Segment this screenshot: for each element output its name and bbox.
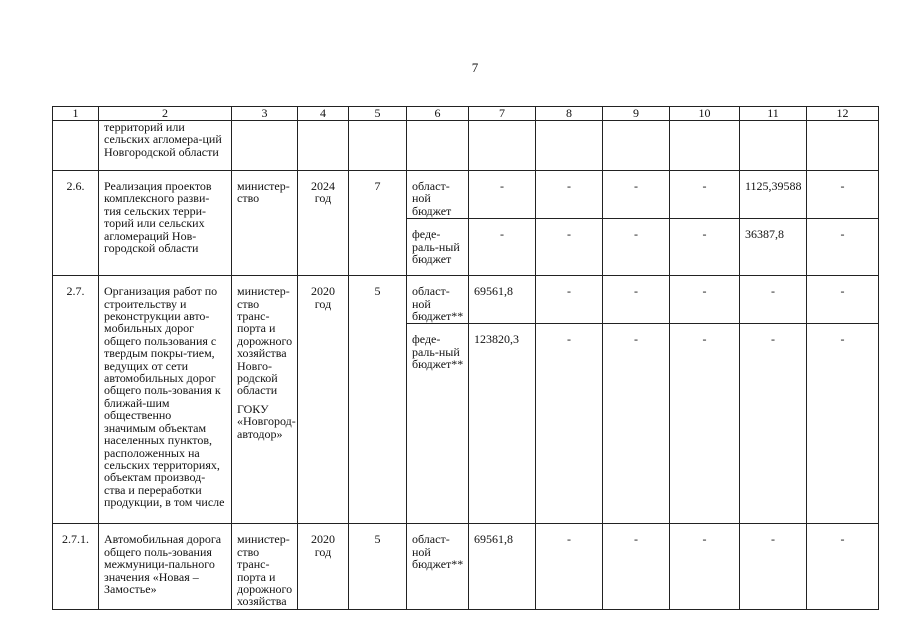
value-col11: - xyxy=(740,276,807,324)
header-cell: 3 xyxy=(232,107,298,121)
value-col10: - xyxy=(670,524,740,609)
value-col11: - xyxy=(740,324,807,524)
funding-source: област-ной бюджет** xyxy=(407,524,469,609)
value-col10: - xyxy=(670,171,740,219)
table-cell xyxy=(349,121,407,171)
value-col8: - xyxy=(536,324,603,524)
table-cell xyxy=(298,121,349,171)
header-cell: 7 xyxy=(469,107,536,121)
value-col12: - xyxy=(807,524,879,609)
value-col9: - xyxy=(603,171,670,219)
value-col7: 69561,8 xyxy=(469,276,536,324)
header-cell: 6 xyxy=(407,107,469,121)
row-col5: 7 xyxy=(349,171,407,276)
row-year: 2020 год xyxy=(298,276,349,524)
row-number: 2.7. xyxy=(53,276,99,524)
value-col12: - xyxy=(807,276,879,324)
executor-agency: ГОКУ «Новгород-автодор» xyxy=(237,401,296,441)
executor-ministry: министер-ство транс-порта и дорожного хозяйства Новго-родской области xyxy=(237,284,293,398)
header-cell: 12 xyxy=(807,107,879,121)
value-col8: - xyxy=(536,276,603,324)
value-col7: - xyxy=(469,219,536,276)
value-col9: - xyxy=(603,219,670,276)
funding-source: област-ной бюджет** xyxy=(407,276,469,324)
row-name: Организация работ по строительству и реконструкции авто-мобильных дорог общего пользования с твердым покры-тием, ведущих от сети автомобильных дорог общего поль-зования к ближай-шим общественно значимым объектам населенных пунктов, расположенных на сельских территориях, объектам производ-ства и переработки продукции, в том числе xyxy=(99,276,232,524)
row-name: Реализация проектов комплексного разви-тия сельских терри-торий или сельских агломераций Нов-городской области xyxy=(99,171,232,276)
header-cell: 5 xyxy=(349,107,407,121)
table-row xyxy=(53,171,879,219)
table-cell xyxy=(407,121,469,171)
row-number: 2.6. xyxy=(53,171,99,276)
value-col7: 69561,8 xyxy=(469,524,536,609)
header-cell: 1 xyxy=(53,107,99,121)
header-cell: 2 xyxy=(99,107,232,121)
header-cell: 8 xyxy=(536,107,603,121)
table-row xyxy=(53,524,879,609)
table-cell xyxy=(469,121,536,171)
value-col8: - xyxy=(536,171,603,219)
funding-source: феде-раль-ный бюджет** xyxy=(407,324,469,524)
table-cell xyxy=(603,121,670,171)
header-cell: 4 xyxy=(298,107,349,121)
value-col11: - xyxy=(740,524,807,609)
value-col12: - xyxy=(807,171,879,219)
value-col11: 36387,8 xyxy=(740,219,807,276)
value-col9: - xyxy=(603,276,670,324)
table-cell xyxy=(53,121,99,171)
row-number: 2.7.1. xyxy=(53,524,99,609)
value-col10: - xyxy=(670,219,740,276)
value-col10: - xyxy=(670,324,740,524)
table-cell xyxy=(670,121,740,171)
row-name-continued: территорий или сельских агломера-ций Новгородской области xyxy=(99,121,232,171)
value-col7: - xyxy=(469,171,536,219)
row-executor: министер-ство xyxy=(232,171,298,276)
table-cell xyxy=(807,121,879,171)
value-col11: 1125,39588 xyxy=(740,171,807,219)
header-row xyxy=(53,107,879,121)
table-cell xyxy=(740,121,807,171)
header-cell: 11 xyxy=(740,107,807,121)
value-col10: - xyxy=(670,276,740,324)
funding-source: област-ной бюджет xyxy=(407,171,469,219)
row-name: Автомобильная дорога общего поль-зования межмуници-пального значения «Новая – Замостье» xyxy=(99,524,232,609)
row-col5: 5 xyxy=(349,524,407,609)
value-col12: - xyxy=(807,219,879,276)
table-row xyxy=(53,121,879,171)
value-col12: - xyxy=(807,324,879,524)
row-executor xyxy=(232,276,298,524)
value-col7: 123820,3 xyxy=(469,324,536,524)
table-cell xyxy=(232,121,298,171)
table-cell xyxy=(536,121,603,171)
row-executor: министер-ство транс-порта и дорожного хозяйства xyxy=(232,524,298,609)
header-cell: 9 xyxy=(603,107,670,121)
value-col8: - xyxy=(536,219,603,276)
header-cell: 10 xyxy=(670,107,740,121)
value-col9: - xyxy=(603,524,670,609)
value-col8: - xyxy=(536,524,603,609)
funding-source: феде-раль-ный бюджет xyxy=(407,219,469,276)
table-row xyxy=(53,276,879,324)
row-col5: 5 xyxy=(349,276,407,524)
page-number: 7 xyxy=(471,60,479,75)
program-table xyxy=(52,106,879,610)
value-col9: - xyxy=(603,324,670,524)
row-year: 2020 год xyxy=(298,524,349,609)
row-year: 2024 год xyxy=(298,171,349,276)
